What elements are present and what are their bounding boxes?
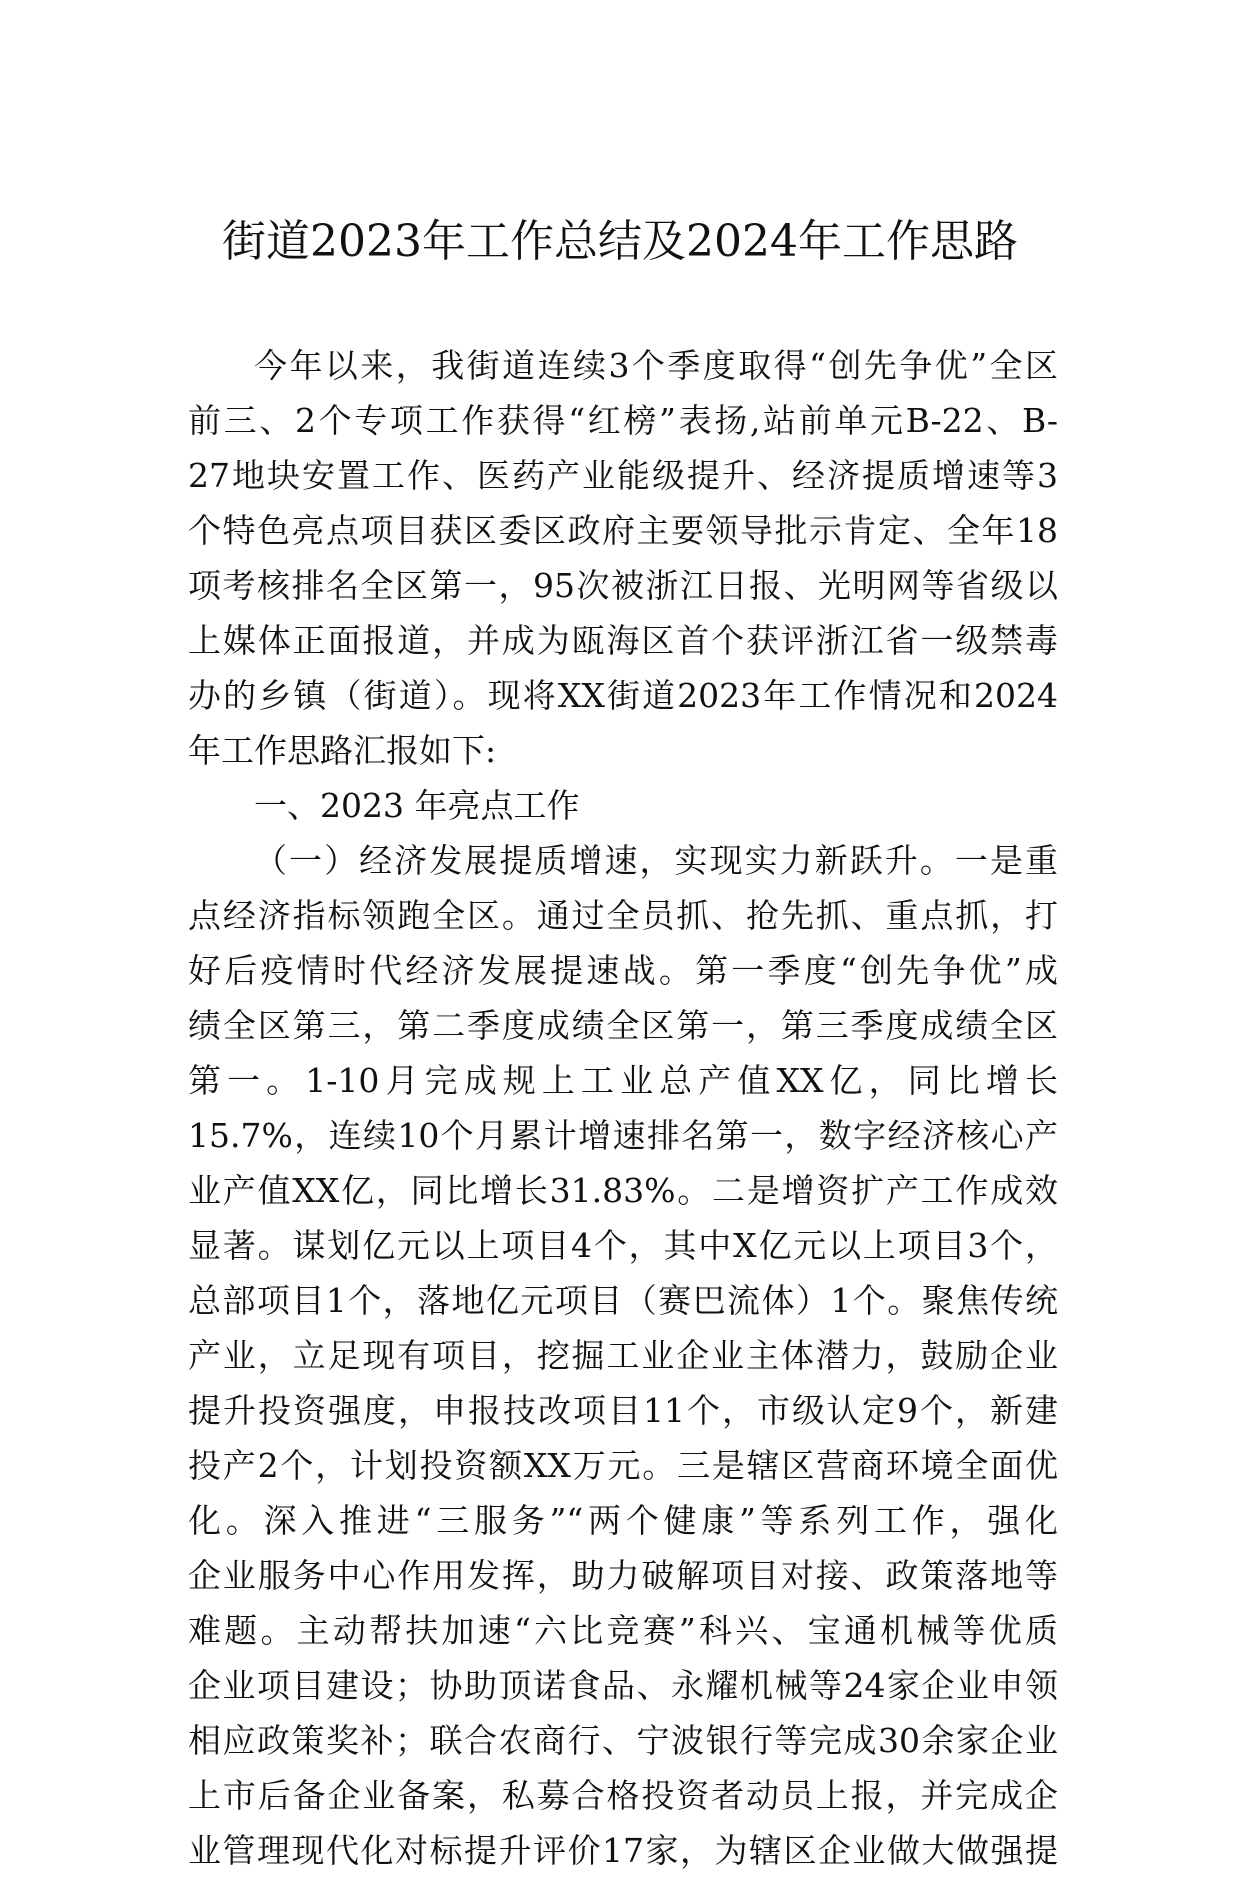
paragraph-line: 提升投资强度，申报技改项目11个，市级认定9个，新建 [188, 1391, 1058, 1430]
paragraph-line: 总部项目1个，落地亿元项目（赛巴流体）1个。聚焦传统 [188, 1281, 1058, 1320]
section-heading: 一、2023 年亮点工作 [254, 786, 580, 825]
paragraph-line: 企业服务中心作用发挥，助力破解项目对接、政策落地等 [188, 1556, 1058, 1595]
paragraph-line: 个特色亮点项目获区委区政府主要领导批示肯定、全年18 [188, 511, 1058, 550]
paragraph-line: 第一。1-10月完成规上工业总产值XX亿，同比增长 [188, 1061, 1058, 1100]
paragraph-line: 企业项目建设；协助顶诺食品、永耀机械等24家企业申领 [188, 1666, 1058, 1705]
paragraph-line: 好后疫情时代经济发展提速战。第一季度“创先争优”成 [188, 951, 1058, 990]
paragraph-line: 显著。谋划亿元以上项目4个，其中X亿元以上项目3个， [188, 1226, 1058, 1265]
paragraph-line: 化。深入推进“三服务”“两个健康”等系列工作，强化 [188, 1501, 1058, 1540]
paragraph-line: 绩全区第三，第二季度成绩全区第一，第三季度成绩全区 [188, 1006, 1058, 1045]
paragraph-line: 项考核排名全区第一，95次被浙江日报、光明网等省级以 [188, 566, 1058, 605]
paragraph-line: 相应政策奖补；联合农商行、宁波银行等完成30余家企业 [188, 1721, 1058, 1760]
paragraph-line: 今年以来，我街道连续3个季度取得“创先争优”全区 [254, 346, 1058, 385]
document-body [188, 338, 1058, 1878]
paragraph-line: 产业，立足现有项目，挖掘工业企业主体潜力，鼓励企业 [188, 1336, 1058, 1375]
paragraph-line: 15.7%，连续10个月累计增速排名第一，数字经济核心产 [188, 1116, 1058, 1155]
paragraph-line: 办的乡镇（街道）。现将XX街道2023年工作情况和2024 [188, 676, 1058, 715]
paragraph-line: 前三、2个专项工作获得“红榜”表扬,站前单元B-22、B- [188, 401, 1058, 440]
paragraph-line: 上媒体正面报道，并成为瓯海区首个获评浙江省一级禁毒 [188, 621, 1058, 660]
paragraph-line: 年工作思路汇报如下: [188, 731, 497, 770]
paragraph-line: 27地块安置工作、医药产业能级提升、经济提质增速等3 [188, 456, 1058, 495]
paragraph-line: 难题。主动帮扶加速“六比竞赛”科兴、宝通机械等优质 [188, 1611, 1058, 1650]
paragraph-line: 上市后备企业备案，私募合格投资者动员上报，并完成企 [188, 1776, 1058, 1815]
paragraph-line: （一）经济发展提质增速，实现实力新跃升。一是重 [254, 841, 1058, 880]
document-title: 街道2023年工作总结及2024年工作思路 [222, 216, 1018, 267]
paragraph-line: 投产2个，计划投资额XX万元。三是辖区营商环境全面优 [188, 1446, 1058, 1485]
paragraph-line: 业产值XX亿，同比增长31.83%。二是增资扩产工作成效 [188, 1171, 1058, 1210]
paragraph-line: 业管理现代化对标提升评价17家，为辖区企业做大做强提 [188, 1831, 1058, 1870]
paragraph-line: 点经济指标领跑全区。通过全员抓、抢先抓、重点抓，打 [188, 896, 1058, 935]
